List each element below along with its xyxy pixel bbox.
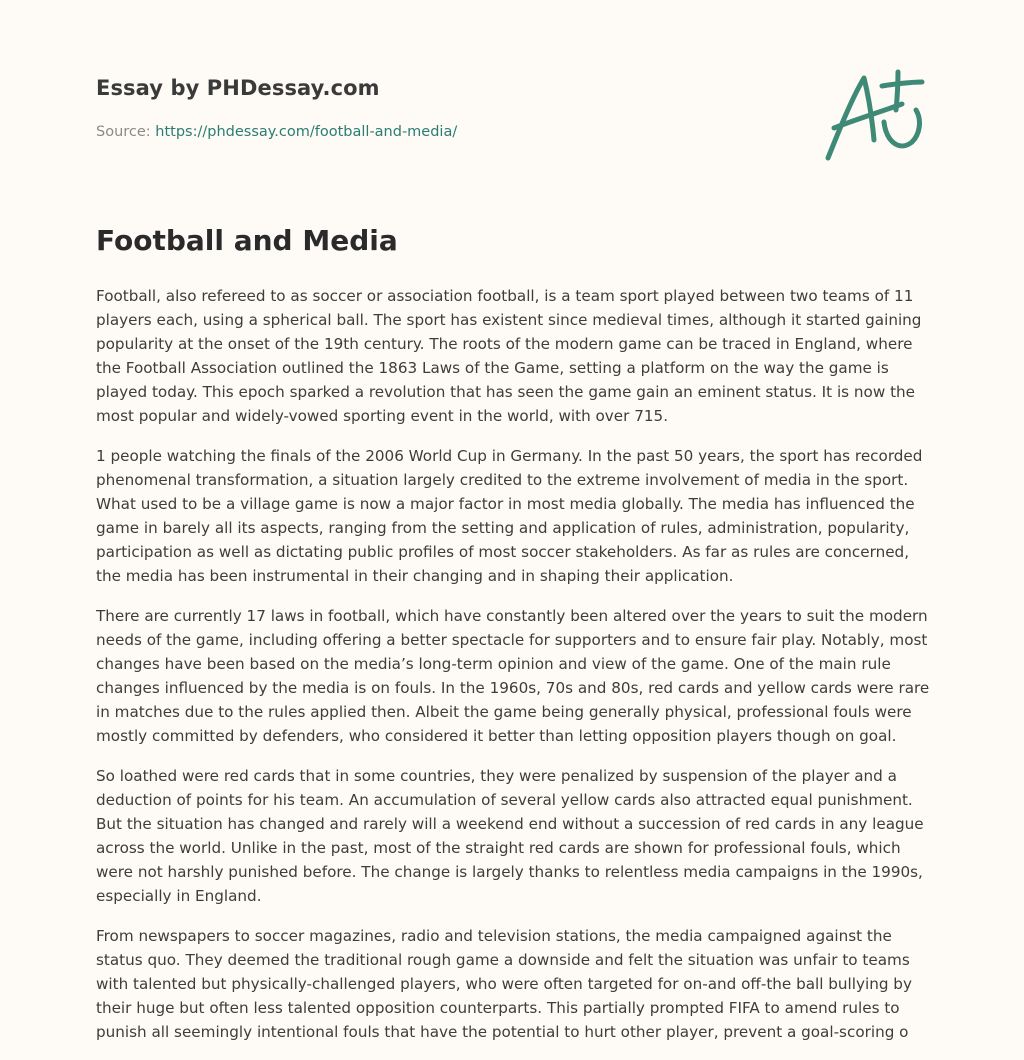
essay-paragraph: 1 people watching the finals of the 2006 World Cup in Germany. In the past 50 years, the sport has recorded phenomenal transformation, a situation largely credited to the extreme involvement of media in the sport. What used to be a village game is now a major factor in most media globally. The media has influenced the game in barely all its aspects, ranging from the setting and application of rules, administration, popularity, participation as well as dictating public profiles of most soccer stakeholders. As far as rules are concerned, the media has been instrumental in their changing and in shaping their application. <box>96 447 923 585</box>
source-line <box>96 124 656 140</box>
essay-paragraph: From newspapers to soccer magazines, radio and television stations, the media campaigned against the status quo. They deemed the traditional rough game a downside and felt the situation was unfair to teams with talented but physically-challenged players, who were often targeted for on-and off-the ball bullying by their huge but often less talented opposition counterparts. This partially prompted FIFA to amend rules to punish all seemingly intentional fouls that have the potential to hurt other player, prevent a goal-scoring o <box>96 927 912 1041</box>
essay-paragraph: So loathed were red cards that in some countries, they were penalized by suspension of the player and a deduction of points for his team. An accumulation of several yellow cards also attracted equal punishment. But the situation has changed and rarely will a weekend end without a succession of red cards in any league across the world. Unlike in the past, most of the straight red cards are shown for professional fouls, which were not harshly punished before. The change is largely thanks to relentless media campaigns in the 1990s, especially in England. <box>96 767 924 905</box>
source-label: Source: <box>96 124 151 140</box>
source-link[interactable]: https://phdessay.com/football-and-media/ <box>155 124 458 140</box>
a-plus-logo-icon <box>818 66 930 168</box>
page-header <box>96 76 656 140</box>
essay-body <box>96 284 934 1060</box>
essay-paragraph: Football, also refereed to as soccer or association football, is a team sport played between two teams of 11 players each, using a spherical ball. The sport has existent since medieval times, although it started gaining popularity at the onset of the 19th century. The roots of the modern game can be traced in England, where the Football Association outlined the 1863 Laws of the Game, setting a platform on the way the game is played today. This epoch sparked a revolution that has seen the game gain an eminent status. It is now the most popular and widely-vowed sporting event in the world, with over 715. <box>96 287 922 425</box>
essay-paragraph: There are currently 17 laws in football, which have constantly been altered over the years to suit the modern needs of the game, including offering a better spectacle for supporters and to ensure fair play. Notably, most changes have been based on the media’s long-term opinion and view of the game. One of the main rule changes influenced by the media is on fouls. In the 1960s, 70s and 80s, red cards and yellow cards were rare in matches due to the rules applied then. Albeit the game being generally physical, professional fouls were mostly committed by defenders, who considered it better than letting opposition players though on goal. <box>96 607 930 745</box>
page-title: Football and Media <box>96 224 398 257</box>
brand-title: Essay by PHDessay.com <box>96 76 380 100</box>
